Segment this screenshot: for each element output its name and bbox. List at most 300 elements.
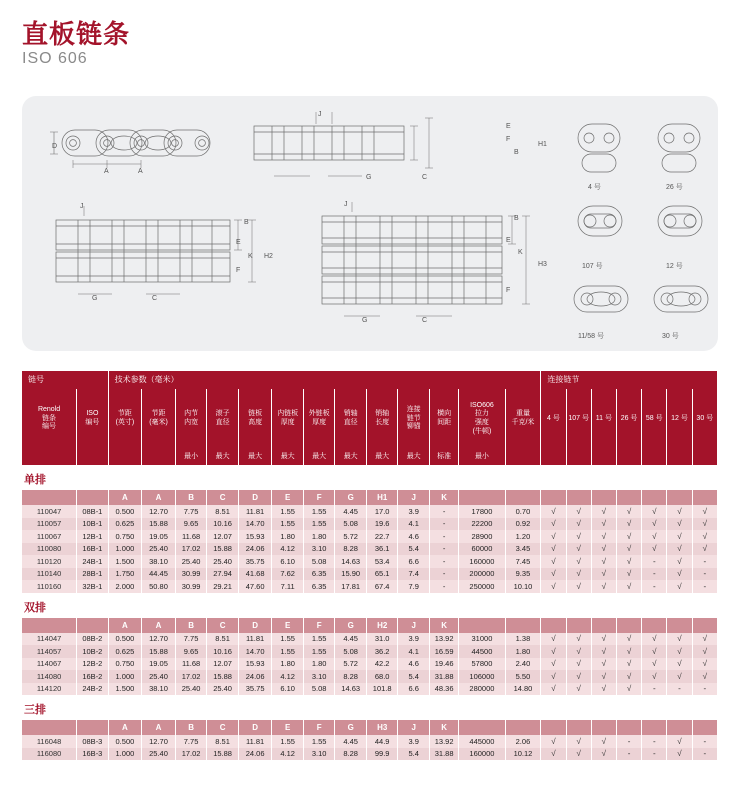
cell-2: 0.500 (108, 735, 142, 748)
cell-8: 1.55 (303, 505, 335, 518)
link-col-header-26-号: 26 号 (616, 389, 641, 449)
col-header-8: 外链板 厚度 (303, 389, 335, 449)
cell-11: 4.1 (398, 645, 430, 658)
letter-A-2: A (108, 490, 142, 505)
svg-text:F: F (236, 267, 241, 274)
cell-8: 1.80 (303, 530, 335, 543)
section-title-2: 三排 (24, 704, 46, 716)
cell-11: 6.6 (398, 555, 430, 568)
link-caption-12: 12 号 (666, 263, 683, 270)
table-row (22, 748, 718, 761)
letter-link-blank-5 (667, 490, 692, 505)
page-subtitle: ISO 606 (22, 50, 88, 67)
cell-1: 12B-1 (77, 530, 109, 543)
link-cell-107-号: √ (566, 633, 591, 646)
cell-9: 15.90 (335, 568, 367, 581)
cell-0: 116048 (22, 735, 77, 748)
cell-4: 7.75 (175, 633, 207, 646)
group-header-tech: 技术参数（毫米） (108, 371, 541, 389)
link-cell-4-号: √ (541, 543, 566, 556)
link-cell-107-号: √ (566, 748, 591, 761)
cell-1: 28B-1 (77, 568, 109, 581)
link-cell-30-号: - (692, 683, 717, 696)
cell-13: 160000 (459, 748, 505, 761)
cell-4: 17.02 (175, 543, 207, 556)
letter-F-8: F (303, 490, 335, 505)
cell-0: 114080 (22, 670, 77, 683)
cell-4: 9.65 (175, 518, 207, 531)
letter-blank-14 (505, 618, 541, 633)
letter-blank-0 (22, 618, 77, 633)
link-cell-12-号: √ (667, 645, 692, 658)
cell-5: 8.51 (207, 735, 239, 748)
col-subheader-8: 最大 (303, 449, 335, 465)
dim-label-A2: A (138, 168, 143, 175)
link-col-header-12-号: 12 号 (667, 389, 692, 449)
cell-13: 22200 (459, 518, 505, 531)
cell-3: 25.40 (142, 543, 176, 556)
svg-text:F: F (506, 136, 511, 143)
cell-7: 1.55 (272, 735, 304, 748)
link-caption-26: 26 号 (666, 184, 683, 191)
link-cell-4-号: √ (541, 580, 566, 593)
cell-1: 16B-2 (77, 670, 109, 683)
letter-C-5: C (207, 618, 239, 633)
cell-11: 5.4 (398, 670, 430, 683)
letter-A-3: A (142, 618, 176, 633)
section-title-row (22, 695, 718, 720)
link-caption-107: 107 号 (582, 263, 603, 270)
cell-14: 1.38 (505, 633, 541, 646)
cell-10: 53.4 (366, 555, 398, 568)
cell-0: 110120 (22, 555, 77, 568)
svg-text:B: B (514, 215, 519, 222)
cell-8: 1.55 (303, 633, 335, 646)
technical-drawing-panel (22, 96, 718, 351)
cell-6: 35.75 (238, 555, 272, 568)
link-cell-11-号: √ (591, 580, 616, 593)
cell-8: 5.08 (303, 555, 335, 568)
table-minmax-row (22, 449, 718, 465)
cell-1: 10B-2 (77, 645, 109, 658)
cell-13: 106000 (459, 670, 505, 683)
cell-4: 17.02 (175, 748, 207, 761)
cell-8: 1.55 (303, 518, 335, 531)
link-cell-26-号: √ (616, 633, 641, 646)
cell-5: 10.16 (207, 518, 239, 531)
cell-2: 0.625 (108, 518, 142, 531)
cell-8: 1.80 (303, 658, 335, 671)
letter-E-7: E (272, 618, 304, 633)
link-cell-30-号: - (692, 568, 717, 581)
link-cell-11-号: √ (591, 543, 616, 556)
cell-9: 4.45 (335, 505, 367, 518)
svg-text:J: J (80, 203, 84, 210)
link-cell-107-号: √ (566, 580, 591, 593)
cell-6: 15.93 (238, 658, 272, 671)
cell-3: 15.88 (142, 518, 176, 531)
cell-8: 3.10 (303, 543, 335, 556)
cell-11: 7.4 (398, 568, 430, 581)
letter-link-blank-2 (591, 490, 616, 505)
cell-0: 110160 (22, 580, 77, 593)
letter-B-4: B (175, 490, 207, 505)
cell-10: 65.1 (366, 568, 398, 581)
link-subheader-2 (591, 449, 616, 465)
col-header-11: 连接 链节 铆锚 (398, 389, 430, 449)
link-cell-58-号: √ (642, 505, 667, 518)
cell-13: 17800 (459, 505, 505, 518)
link-cell-11-号: √ (591, 530, 616, 543)
cell-12: - (429, 568, 458, 581)
cell-14: 0.70 (505, 505, 541, 518)
link-cell-58-号: - (642, 748, 667, 761)
cell-0: 110067 (22, 530, 77, 543)
cell-5: 27.94 (207, 568, 239, 581)
link-cell-30-号: √ (692, 645, 717, 658)
cell-1: 10B-1 (77, 518, 109, 531)
link-cell-4-号: √ (541, 505, 566, 518)
cell-4: 30.99 (175, 580, 207, 593)
cell-1: 16B-1 (77, 543, 109, 556)
letter-C-5: C (207, 720, 239, 735)
col-header-1: ISO 编号 (77, 389, 109, 449)
cell-10: 44.9 (366, 735, 398, 748)
cell-2: 1.750 (108, 568, 142, 581)
link-cell-26-号: √ (616, 658, 641, 671)
link-cell-11-号: √ (591, 633, 616, 646)
letter-link-blank-6 (692, 720, 717, 735)
letter-blank-14 (505, 720, 541, 735)
link-cell-30-号: - (692, 580, 717, 593)
cell-3: 44.45 (142, 568, 176, 581)
link-cell-11-号: √ (591, 555, 616, 568)
cell-5: 12.07 (207, 658, 239, 671)
link-cell-26-号: √ (616, 543, 641, 556)
link-cell-107-号: √ (566, 670, 591, 683)
link-subheader-5 (667, 449, 692, 465)
cell-4: 9.65 (175, 645, 207, 658)
svg-text:F: F (506, 287, 511, 294)
cell-0: 114047 (22, 633, 77, 646)
link-cell-11-号: √ (591, 683, 616, 696)
link-col-header-11-号: 11 号 (591, 389, 616, 449)
link-col-header-58-号: 58 号 (642, 389, 667, 449)
link-cell-107-号: √ (566, 518, 591, 531)
col-header-3: 节距 (毫米) (142, 389, 176, 449)
cell-3: 19.05 (142, 530, 176, 543)
cell-11: 4.6 (398, 530, 430, 543)
page-title: 直板链条 (22, 19, 131, 49)
cell-8: 1.55 (303, 645, 335, 658)
cell-9: 4.45 (335, 633, 367, 646)
table-row (22, 670, 718, 683)
cell-12: 31.88 (429, 748, 458, 761)
section-title-row (22, 593, 718, 618)
link-cell-12-号: √ (667, 748, 692, 761)
cell-12: - (429, 518, 458, 531)
letter-link-blank-0 (541, 720, 566, 735)
cell-12: - (429, 505, 458, 518)
cell-8: 3.10 (303, 670, 335, 683)
col-subheader-1 (77, 449, 109, 465)
letter-K-12: K (429, 490, 458, 505)
cell-13: 250000 (459, 580, 505, 593)
letter-E-7: E (272, 720, 304, 735)
cell-13: 445000 (459, 735, 505, 748)
link-subheader-3 (616, 449, 641, 465)
letter-link-blank-6 (692, 618, 717, 633)
cell-13: 57800 (459, 658, 505, 671)
cell-10: 31.0 (366, 633, 398, 646)
letter-A-3: A (142, 490, 176, 505)
letter-blank-1 (77, 490, 109, 505)
letter-K-12: K (429, 618, 458, 633)
link-cell-58-号: - (642, 735, 667, 748)
cell-8: 6.35 (303, 568, 335, 581)
col-header-4: 内节 内宽 (175, 389, 207, 449)
letter-blank-1 (77, 720, 109, 735)
cell-6: 15.93 (238, 530, 272, 543)
letter-H2-10: H2 (366, 618, 398, 633)
cell-11: 3.9 (398, 735, 430, 748)
link-cell-12-号: √ (667, 633, 692, 646)
cell-0: 114067 (22, 658, 77, 671)
col-subheader-3 (142, 449, 176, 465)
link-cell-26-号: √ (616, 555, 641, 568)
cell-9: 17.81 (335, 580, 367, 593)
cell-6: 11.81 (238, 633, 272, 646)
link-cell-58-号: - (642, 580, 667, 593)
link-cell-30-号: √ (692, 530, 717, 543)
link-cell-26-号: √ (616, 518, 641, 531)
col-header-12: 横向 间距 (429, 389, 458, 449)
letter-G-9: G (335, 720, 367, 735)
link-cell-30-号: - (692, 735, 717, 748)
link-cell-30-号: - (692, 555, 717, 568)
link-cell-4-号: √ (541, 518, 566, 531)
cell-11: 3.9 (398, 633, 430, 646)
link-subheader-4 (642, 449, 667, 465)
link-col-header-107-号: 107 号 (566, 389, 591, 449)
cell-5: 15.88 (207, 543, 239, 556)
letter-E-7: E (272, 490, 304, 505)
cell-2: 0.750 (108, 658, 142, 671)
cell-6: 47.60 (238, 580, 272, 593)
link-cell-107-号: √ (566, 555, 591, 568)
cell-2: 1.500 (108, 683, 142, 696)
link-cell-107-号: √ (566, 568, 591, 581)
link-cell-30-号: √ (692, 518, 717, 531)
link-cell-58-号: √ (642, 518, 667, 531)
col-subheader-4: 最小 (175, 449, 207, 465)
cell-5: 25.40 (207, 555, 239, 568)
cell-13: 44500 (459, 645, 505, 658)
cell-7: 4.12 (272, 670, 304, 683)
link-cell-12-号: √ (667, 555, 692, 568)
cell-12: 13.92 (429, 735, 458, 748)
letter-blank-0 (22, 720, 77, 735)
dim-label-D: D (52, 143, 58, 150)
cell-14: 7.45 (505, 555, 541, 568)
cell-2: 0.500 (108, 633, 142, 646)
link-cell-58-号: √ (642, 658, 667, 671)
letter-D-6: D (238, 490, 272, 505)
spec-table (22, 371, 718, 760)
cell-13: 200000 (459, 568, 505, 581)
cell-9: 14.63 (335, 683, 367, 696)
svg-text:C: C (422, 317, 428, 324)
cell-4: 11.68 (175, 658, 207, 671)
link-cell-107-号: √ (566, 735, 591, 748)
svg-text:B: B (514, 149, 519, 156)
svg-text:E: E (236, 239, 241, 246)
cell-3: 12.70 (142, 633, 176, 646)
link-cell-58-号: √ (642, 670, 667, 683)
link-cell-11-号: √ (591, 670, 616, 683)
table-row (22, 683, 718, 696)
link-cell-107-号: √ (566, 658, 591, 671)
svg-text:J: J (344, 201, 348, 208)
cell-0: 116080 (22, 748, 77, 761)
letter-link-blank-6 (692, 490, 717, 505)
cell-6: 24.06 (238, 543, 272, 556)
letter-blank-0 (22, 490, 77, 505)
cell-14: 0.92 (505, 518, 541, 531)
svg-text:G: G (92, 295, 98, 302)
svg-text:H2: H2 (264, 253, 273, 260)
link-cell-26-号: √ (616, 505, 641, 518)
cell-4: 25.40 (175, 683, 207, 696)
letter-link-blank-1 (566, 720, 591, 735)
table-row (22, 633, 718, 646)
svg-text:C: C (152, 295, 158, 302)
cell-10: 67.4 (366, 580, 398, 593)
col-header-2: 节距 (英寸) (108, 389, 142, 449)
cell-10: 19.6 (366, 518, 398, 531)
letter-D-6: D (238, 720, 272, 735)
cell-4: 7.75 (175, 505, 207, 518)
cell-6: 11.81 (238, 735, 272, 748)
cell-3: 25.40 (142, 670, 176, 683)
svg-text:E: E (506, 123, 511, 130)
cell-13: 60000 (459, 543, 505, 556)
cell-14: 1.20 (505, 530, 541, 543)
cell-9: 8.28 (335, 670, 367, 683)
letter-link-blank-4 (642, 490, 667, 505)
letter-F-8: F (303, 720, 335, 735)
cell-13: 31000 (459, 633, 505, 646)
link-cell-12-号: √ (667, 543, 692, 556)
link-cell-11-号: √ (591, 735, 616, 748)
group-header-links: 连接链节 (541, 371, 718, 389)
cell-6: 14.70 (238, 645, 272, 658)
link-cell-11-号: √ (591, 518, 616, 531)
col-subheader-13: 最小 (459, 449, 505, 465)
cell-14: 2.06 (505, 735, 541, 748)
table-group-header-row (22, 371, 718, 389)
link-cell-11-号: √ (591, 568, 616, 581)
cell-12: 13.92 (429, 633, 458, 646)
cell-12: 31.88 (429, 670, 458, 683)
svg-text:E: E (506, 237, 511, 244)
col-header-0: Renold 链条 编号 (22, 389, 77, 449)
link-cell-4-号: √ (541, 748, 566, 761)
cell-9: 4.45 (335, 735, 367, 748)
link-cell-30-号: √ (692, 543, 717, 556)
cell-7: 4.12 (272, 543, 304, 556)
cell-1: 32B-1 (77, 580, 109, 593)
link-cell-12-号: - (667, 683, 692, 696)
cell-7: 1.55 (272, 645, 304, 658)
group-header-chain-no: 链号 (22, 371, 108, 389)
col-subheader-12: 标准 (429, 449, 458, 465)
link-cell-26-号: √ (616, 670, 641, 683)
cell-2: 0.625 (108, 645, 142, 658)
cell-6: 14.70 (238, 518, 272, 531)
cell-10: 99.9 (366, 748, 398, 761)
link-cell-58-号: - (642, 683, 667, 696)
cell-7: 6.10 (272, 555, 304, 568)
link-cell-58-号: - (642, 555, 667, 568)
cell-3: 15.88 (142, 645, 176, 658)
cell-3: 12.70 (142, 735, 176, 748)
cell-1: 12B-2 (77, 658, 109, 671)
svg-text:G: G (362, 317, 368, 324)
section-title-1: 双排 (24, 601, 46, 614)
cell-5: 15.88 (207, 670, 239, 683)
cell-7: 7.62 (272, 568, 304, 581)
link-cell-26-号: √ (616, 568, 641, 581)
letter-A-2: A (108, 618, 142, 633)
letter-G-9: G (335, 618, 367, 633)
letter-link-blank-4 (642, 720, 667, 735)
col-header-6: 链板 高度 (238, 389, 272, 449)
cell-12: 19.46 (429, 658, 458, 671)
cell-11: 4.1 (398, 518, 430, 531)
link-cell-4-号: √ (541, 683, 566, 696)
link-cell-4-号: √ (541, 568, 566, 581)
cell-8: 1.55 (303, 735, 335, 748)
letter-C-5: C (207, 490, 239, 505)
table-row (22, 543, 718, 556)
cell-12: - (429, 530, 458, 543)
cell-14: 10.12 (505, 748, 541, 761)
cell-9: 14.63 (335, 555, 367, 568)
link-cell-12-号: √ (667, 518, 692, 531)
cell-3: 38.10 (142, 555, 176, 568)
letter-link-blank-4 (642, 618, 667, 633)
letter-link-blank-3 (616, 618, 641, 633)
cell-7: 1.55 (272, 518, 304, 531)
letter-link-blank-5 (667, 720, 692, 735)
cell-7: 1.55 (272, 505, 304, 518)
cell-0: 110057 (22, 518, 77, 531)
letter-link-blank-3 (616, 720, 641, 735)
table-row (22, 645, 718, 658)
letter-G-9: G (335, 490, 367, 505)
cell-11: 4.6 (398, 658, 430, 671)
cell-9: 5.72 (335, 658, 367, 671)
cell-8: 6.35 (303, 580, 335, 593)
link-caption-30: 30 号 (662, 333, 679, 340)
cell-11: 5.4 (398, 748, 430, 761)
cell-1: 24B-1 (77, 555, 109, 568)
cell-7: 1.55 (272, 633, 304, 646)
cell-9: 5.72 (335, 530, 367, 543)
cell-5: 8.51 (207, 505, 239, 518)
cell-11: 5.4 (398, 543, 430, 556)
